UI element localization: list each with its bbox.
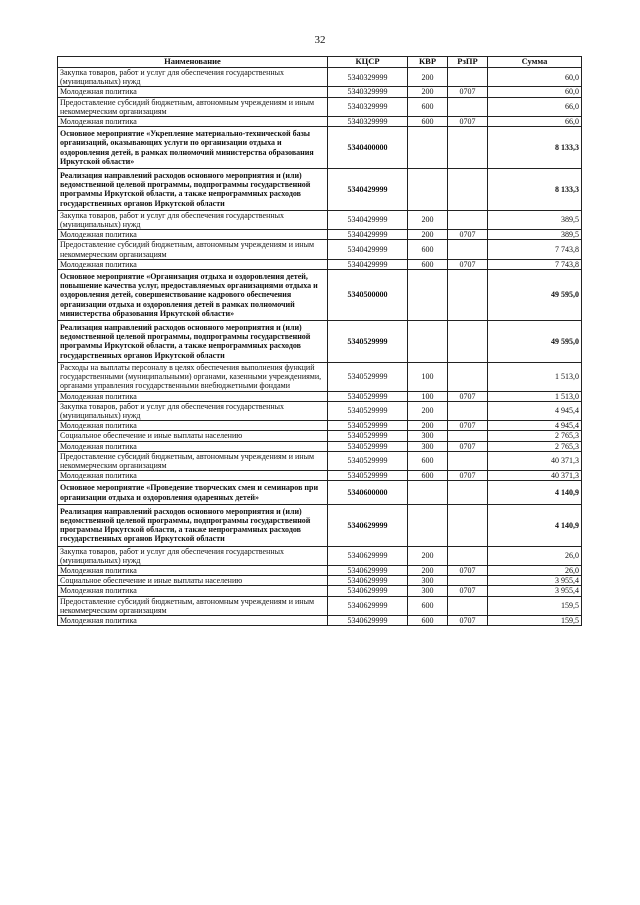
row-name: Закупка товаров, работ и услуг для обеспечения государственных (муниципальных) нужд bbox=[58, 546, 328, 565]
table-row bbox=[58, 451, 582, 470]
row-sum: 4 945,4 bbox=[488, 421, 582, 431]
header-name: Наименование bbox=[58, 57, 328, 68]
row-sum: 7 743,8 bbox=[488, 259, 582, 269]
row-name: Молодежная политика bbox=[58, 87, 328, 97]
row-rzpr bbox=[448, 210, 488, 229]
row-sum: 159,5 bbox=[488, 615, 582, 625]
row-sum: 4 140,9 bbox=[488, 504, 582, 546]
row-sum: 1 513,0 bbox=[488, 362, 582, 391]
row-sum: 26,0 bbox=[488, 546, 582, 565]
row-rzpr: 0707 bbox=[448, 230, 488, 240]
row-rzpr bbox=[448, 576, 488, 586]
table-body bbox=[58, 68, 582, 626]
row-name: Основное мероприятие «Организация отдыха и оздоровления детей, повышение качества услуг, предоставляемых организациями отдыха и оздоровления детей, совершенствование кадрового обеспечения организации отдыха и оздоровления детей в рамках полномочий министерства образования Иркутской области» bbox=[58, 270, 328, 321]
row-name: Закупка товаров, работ и услуг для обеспечения государственных (муниципальных) нужд bbox=[58, 401, 328, 420]
row-rzpr: 0707 bbox=[448, 117, 488, 127]
row-kvr: 100 bbox=[408, 391, 448, 401]
row-kcsr: 5340500000 bbox=[328, 270, 408, 321]
table-row bbox=[58, 127, 582, 169]
row-kcsr: 5340429999 bbox=[328, 240, 408, 259]
row-kvr bbox=[408, 270, 448, 321]
row-name: Социальное обеспечение и иные выплаты населению bbox=[58, 576, 328, 586]
row-rzpr bbox=[448, 596, 488, 615]
row-sum: 60,0 bbox=[488, 68, 582, 87]
row-name: Предоставление субсидий бюджетным, автономным учреждениям и иным некоммерческим организациям bbox=[58, 240, 328, 259]
row-kvr: 600 bbox=[408, 451, 448, 470]
row-rzpr bbox=[448, 240, 488, 259]
table-row bbox=[58, 481, 582, 504]
row-kcsr: 5340529999 bbox=[328, 391, 408, 401]
row-sum: 49 595,0 bbox=[488, 270, 582, 321]
row-rzpr: 0707 bbox=[448, 421, 488, 431]
row-rzpr: 0707 bbox=[448, 87, 488, 97]
table-row bbox=[58, 596, 582, 615]
row-rzpr bbox=[448, 431, 488, 441]
table-row bbox=[58, 546, 582, 565]
row-kcsr: 5340329999 bbox=[328, 97, 408, 116]
row-rzpr: 0707 bbox=[448, 615, 488, 625]
row-kvr: 200 bbox=[408, 401, 448, 420]
table-row bbox=[58, 401, 582, 420]
table-row bbox=[58, 270, 582, 321]
table-row bbox=[58, 441, 582, 451]
row-name: Молодежная политика bbox=[58, 471, 328, 481]
row-sum: 40 371,3 bbox=[488, 471, 582, 481]
row-kvr bbox=[408, 504, 448, 546]
row-kcsr: 5340629999 bbox=[328, 596, 408, 615]
row-kvr: 200 bbox=[408, 87, 448, 97]
row-name: Молодежная политика bbox=[58, 117, 328, 127]
table-row bbox=[58, 68, 582, 87]
row-name: Предоставление субсидий бюджетным, автономным учреждениям и иным некоммерческим организациям bbox=[58, 596, 328, 615]
row-sum: 3 955,4 bbox=[488, 586, 582, 596]
row-sum: 66,0 bbox=[488, 117, 582, 127]
row-kcsr: 5340629999 bbox=[328, 576, 408, 586]
table-row bbox=[58, 210, 582, 229]
row-kvr: 300 bbox=[408, 586, 448, 596]
row-kcsr: 5340529999 bbox=[328, 421, 408, 431]
row-kcsr: 5340529999 bbox=[328, 362, 408, 391]
row-kvr: 600 bbox=[408, 615, 448, 625]
row-rzpr bbox=[448, 270, 488, 321]
row-kvr bbox=[408, 127, 448, 169]
row-name: Закупка товаров, работ и услуг для обеспечения государственных (муниципальных) нужд bbox=[58, 68, 328, 87]
row-kvr: 200 bbox=[408, 68, 448, 87]
row-sum: 40 371,3 bbox=[488, 451, 582, 470]
row-rzpr bbox=[448, 401, 488, 420]
row-kcsr: 5340529999 bbox=[328, 441, 408, 451]
row-name: Молодежная политика bbox=[58, 565, 328, 575]
row-kcsr: 5340629999 bbox=[328, 546, 408, 565]
row-sum: 49 595,0 bbox=[488, 321, 582, 363]
row-name: Реализация направлений расходов основного мероприятия и (или) ведомственной целевой программы, подпрограммы государственной программы Иркутской области, а также непрограммных расходов государственных органов Иркутской области bbox=[58, 169, 328, 211]
table-row bbox=[58, 471, 582, 481]
row-rzpr: 0707 bbox=[448, 259, 488, 269]
table-row bbox=[58, 565, 582, 575]
row-kvr bbox=[408, 481, 448, 504]
row-kcsr: 5340329999 bbox=[328, 68, 408, 87]
table-row bbox=[58, 431, 582, 441]
row-sum: 2 765,3 bbox=[488, 441, 582, 451]
row-name: Молодежная политика bbox=[58, 586, 328, 596]
header-row bbox=[58, 57, 582, 68]
row-rzpr bbox=[448, 127, 488, 169]
row-kvr: 200 bbox=[408, 565, 448, 575]
row-kcsr: 5340529999 bbox=[328, 431, 408, 441]
row-rzpr: 0707 bbox=[448, 391, 488, 401]
row-kcsr: 5340529999 bbox=[328, 471, 408, 481]
row-name: Основное мероприятие «Проведение творческих смен и семинаров при организации отдыха и оздоровления одаренных детей» bbox=[58, 481, 328, 504]
row-sum: 389,5 bbox=[488, 210, 582, 229]
row-name: Основное мероприятие «Укрепление материально-технической базы организаций, оказывающих услуги по организации отдыха и оздоровления детей, в рамках полномочий министерства образования Иркутской области» bbox=[58, 127, 328, 169]
row-rzpr: 0707 bbox=[448, 565, 488, 575]
table-row bbox=[58, 576, 582, 586]
row-kvr: 100 bbox=[408, 362, 448, 391]
row-name: Молодежная политика bbox=[58, 441, 328, 451]
row-sum: 60,0 bbox=[488, 87, 582, 97]
row-rzpr: 0707 bbox=[448, 471, 488, 481]
row-sum: 4 945,4 bbox=[488, 401, 582, 420]
row-kvr: 200 bbox=[408, 421, 448, 431]
table-row bbox=[58, 586, 582, 596]
row-kcsr: 5340529999 bbox=[328, 451, 408, 470]
row-sum: 8 133,3 bbox=[488, 169, 582, 211]
table-row bbox=[58, 97, 582, 116]
row-rzpr bbox=[448, 504, 488, 546]
row-kvr: 200 bbox=[408, 210, 448, 229]
row-sum: 26,0 bbox=[488, 565, 582, 575]
row-kvr: 600 bbox=[408, 596, 448, 615]
row-kcsr: 5340429999 bbox=[328, 169, 408, 211]
budget-table bbox=[57, 56, 582, 626]
row-kcsr: 5340429999 bbox=[328, 230, 408, 240]
row-rzpr bbox=[448, 97, 488, 116]
table-row bbox=[58, 362, 582, 391]
row-kvr: 300 bbox=[408, 441, 448, 451]
row-sum: 159,5 bbox=[488, 596, 582, 615]
row-name: Молодежная политика bbox=[58, 421, 328, 431]
row-kvr bbox=[408, 321, 448, 363]
row-rzpr bbox=[448, 362, 488, 391]
row-kvr: 200 bbox=[408, 546, 448, 565]
row-rzpr: 0707 bbox=[448, 441, 488, 451]
row-kvr bbox=[408, 169, 448, 211]
row-kvr: 300 bbox=[408, 576, 448, 586]
row-sum: 8 133,3 bbox=[488, 127, 582, 169]
table-row bbox=[58, 259, 582, 269]
row-rzpr bbox=[448, 451, 488, 470]
row-kcsr: 5340400000 bbox=[328, 127, 408, 169]
row-kcsr: 5340329999 bbox=[328, 117, 408, 127]
row-rzpr: 0707 bbox=[448, 586, 488, 596]
row-kcsr: 5340600000 bbox=[328, 481, 408, 504]
row-kcsr: 5340529999 bbox=[328, 401, 408, 420]
row-kvr: 200 bbox=[408, 230, 448, 240]
row-sum: 1 513,0 bbox=[488, 391, 582, 401]
row-kcsr: 5340429999 bbox=[328, 210, 408, 229]
row-kcsr: 5340429999 bbox=[328, 259, 408, 269]
row-sum: 3 955,4 bbox=[488, 576, 582, 586]
row-kcsr: 5340629999 bbox=[328, 504, 408, 546]
row-kcsr: 5340329999 bbox=[328, 87, 408, 97]
row-sum: 4 140,9 bbox=[488, 481, 582, 504]
row-name: Молодежная политика bbox=[58, 615, 328, 625]
table-row bbox=[58, 117, 582, 127]
table-row bbox=[58, 391, 582, 401]
row-rzpr bbox=[448, 321, 488, 363]
table-row bbox=[58, 240, 582, 259]
table-row bbox=[58, 230, 582, 240]
header-sum: Сумма bbox=[488, 57, 582, 68]
row-kvr: 600 bbox=[408, 471, 448, 481]
table-row bbox=[58, 87, 582, 97]
row-kvr: 600 bbox=[408, 97, 448, 116]
row-rzpr bbox=[448, 546, 488, 565]
row-name: Молодежная политика bbox=[58, 259, 328, 269]
row-name: Реализация направлений расходов основного мероприятия и (или) ведомственной целевой программы, подпрограммы государственной программы Иркутской области, а также непрограммных расходов государственных органов Иркутской области bbox=[58, 504, 328, 546]
row-kvr: 600 bbox=[408, 117, 448, 127]
row-kvr: 600 bbox=[408, 240, 448, 259]
row-name: Расходы на выплаты персоналу в целях обеспечения выполнения функций государственными (муниципальными) органами, казенными учреждениями, органами управления государственными внебюджетными фондами bbox=[58, 362, 328, 391]
row-name: Молодежная политика bbox=[58, 391, 328, 401]
header-kcsr: КЦСР bbox=[328, 57, 408, 68]
row-rzpr bbox=[448, 481, 488, 504]
row-rzpr bbox=[448, 68, 488, 87]
row-name: Социальное обеспечение и иные выплаты населению bbox=[58, 431, 328, 441]
row-name: Молодежная политика bbox=[58, 230, 328, 240]
table-row bbox=[58, 504, 582, 546]
table-header bbox=[58, 57, 582, 68]
table-row bbox=[58, 421, 582, 431]
row-kcsr: 5340629999 bbox=[328, 565, 408, 575]
row-sum: 2 765,3 bbox=[488, 431, 582, 441]
row-name: Реализация направлений расходов основного мероприятия и (или) ведомственной целевой программы, подпрограммы государственной программы Иркутской области, а также непрограммных расходов государственных органов Иркутской области bbox=[58, 321, 328, 363]
row-kcsr: 5340529999 bbox=[328, 321, 408, 363]
row-rzpr bbox=[448, 169, 488, 211]
row-sum: 66,0 bbox=[488, 97, 582, 116]
row-sum: 7 743,8 bbox=[488, 240, 582, 259]
row-name: Закупка товаров, работ и услуг для обеспечения государственных (муниципальных) нужд bbox=[58, 210, 328, 229]
row-kvr: 300 bbox=[408, 431, 448, 441]
row-kcsr: 5340629999 bbox=[328, 615, 408, 625]
header-kvr: КВР bbox=[408, 57, 448, 68]
page-number: 32 bbox=[314, 34, 326, 46]
row-kcsr: 5340629999 bbox=[328, 586, 408, 596]
row-kvr: 600 bbox=[408, 259, 448, 269]
header-rzpr: РзПР bbox=[448, 57, 488, 68]
table-row bbox=[58, 321, 582, 363]
row-name: Предоставление субсидий бюджетным, автономным учреждениям и иным некоммерческим организациям bbox=[58, 97, 328, 116]
row-name: Предоставление субсидий бюджетным, автономным учреждениям и иным некоммерческим организациям bbox=[58, 451, 328, 470]
table-row bbox=[58, 615, 582, 625]
table-row bbox=[58, 169, 582, 211]
row-sum: 389,5 bbox=[488, 230, 582, 240]
